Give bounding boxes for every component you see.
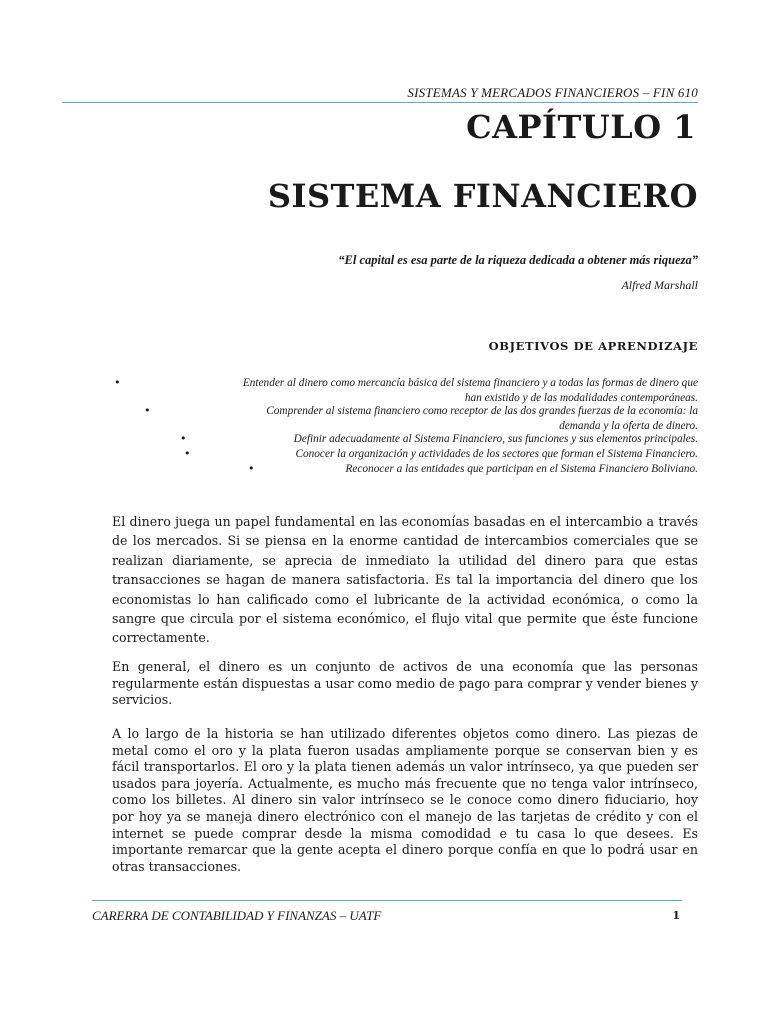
body-paragraph-1: El dinero juega un papel fundamental en las economías basadas en el intercambio a través de los mercados. Si se piensa en la enorme cantidad de intercambios comerciales que se realizan diariamente, se aprecia de inmediato la utilidad del dinero para que estas transacciones se hagan de manera satisfactoria. Es tal la importancia del dinero que los economistas lo han calificado como el lubricante de la actividad económica, o como la sangre que circula por el sistema económico, el flujo vital que permite que éste funcione correctamente. [112, 514, 698, 646]
objective-item-1 [243, 376, 698, 406]
body-paragraph-3: A lo largo de la historia se han utilizado diferentes objetos como dinero. Las piezas de metal como el oro y la plata fueron usadas ampliamente porque se conservan bien y es fácil transportarlos. El oro y la plata tienen además un valor intrínseco, ya que pueden ser usados para joyería. Actualmente, es mucho más frecuente que no tenga valor intrínseco, como los billetes. Al dinero sin valor intrínseco se le conoce como dinero fiduciario, hoy por hoy ya se maneja dinero electrónico con el manejo de las tarjetas de crédito y con el internet se puede comprar desde la misma comodidad e tu casa lo que desees. Es importante remarcar que la gente acepta el dinero porque confía en que lo podrá usar en otras transacciones. [112, 726, 698, 874]
running-header: SISTEMAS Y MERCADOS FINANCIEROS – FIN 610 [407, 85, 698, 100]
objective-item-5 [345, 462, 698, 477]
chapter-label: CAPÍTULO 1 [466, 108, 696, 146]
objective-line: demanda y la oferta de dinero. [559, 420, 698, 432]
bullet-icon: • [180, 432, 187, 445]
objective-item-4 [295, 447, 698, 462]
bullet-icon: • [144, 404, 151, 417]
epigraph-author: Alfred Marshall [621, 278, 698, 292]
objective-line: Entender al dinero como mercancía básica del sistema financiero y a todas las formas de dinero que [242, 377, 698, 389]
header-rule [62, 102, 698, 103]
bullet-icon: • [184, 447, 191, 460]
objective-line: Reconocer a las entidades que participan en el Sistema Financiero Boliviano. [345, 463, 698, 475]
footer-rule [92, 900, 682, 901]
bullet-icon: • [248, 462, 255, 475]
bullet-icon: • [114, 376, 121, 389]
objective-line: Definir adecuadamente al Sistema Financiero, sus funciones y sus elementos principales. [293, 433, 698, 445]
objective-line: Conocer la organización y actividades de los sectores que forman el Sistema Financiero. [295, 448, 698, 460]
page-number: 1 [672, 909, 680, 922]
body-paragraph-2: En general, el dinero es un conjunto de activos de una economía que las personas regularmente están dispuestas a usar como medio de pago para comprar y vender bienes y servicios. [112, 659, 698, 708]
objective-item-3 [294, 432, 698, 447]
objectives-heading: OBJETIVOS DE APRENDIZAJE [488, 339, 698, 353]
objective-line: han existido y de las modalidades contemporáneas. [464, 392, 698, 404]
objective-item-2 [266, 404, 698, 434]
epigraph-quote: “El capital es esa parte de la riqueza dedicada a obtener más riqueza” [338, 253, 698, 267]
chapter-title: SISTEMA FINANCIERO [267, 177, 698, 215]
running-footer: CARERRA DE CONTABILIDAD Y FINANZAS – UATF [92, 908, 382, 923]
objective-line: Comprender al sistema financiero como receptor de las dos grandes fuerzas de la economía: la [266, 405, 698, 417]
